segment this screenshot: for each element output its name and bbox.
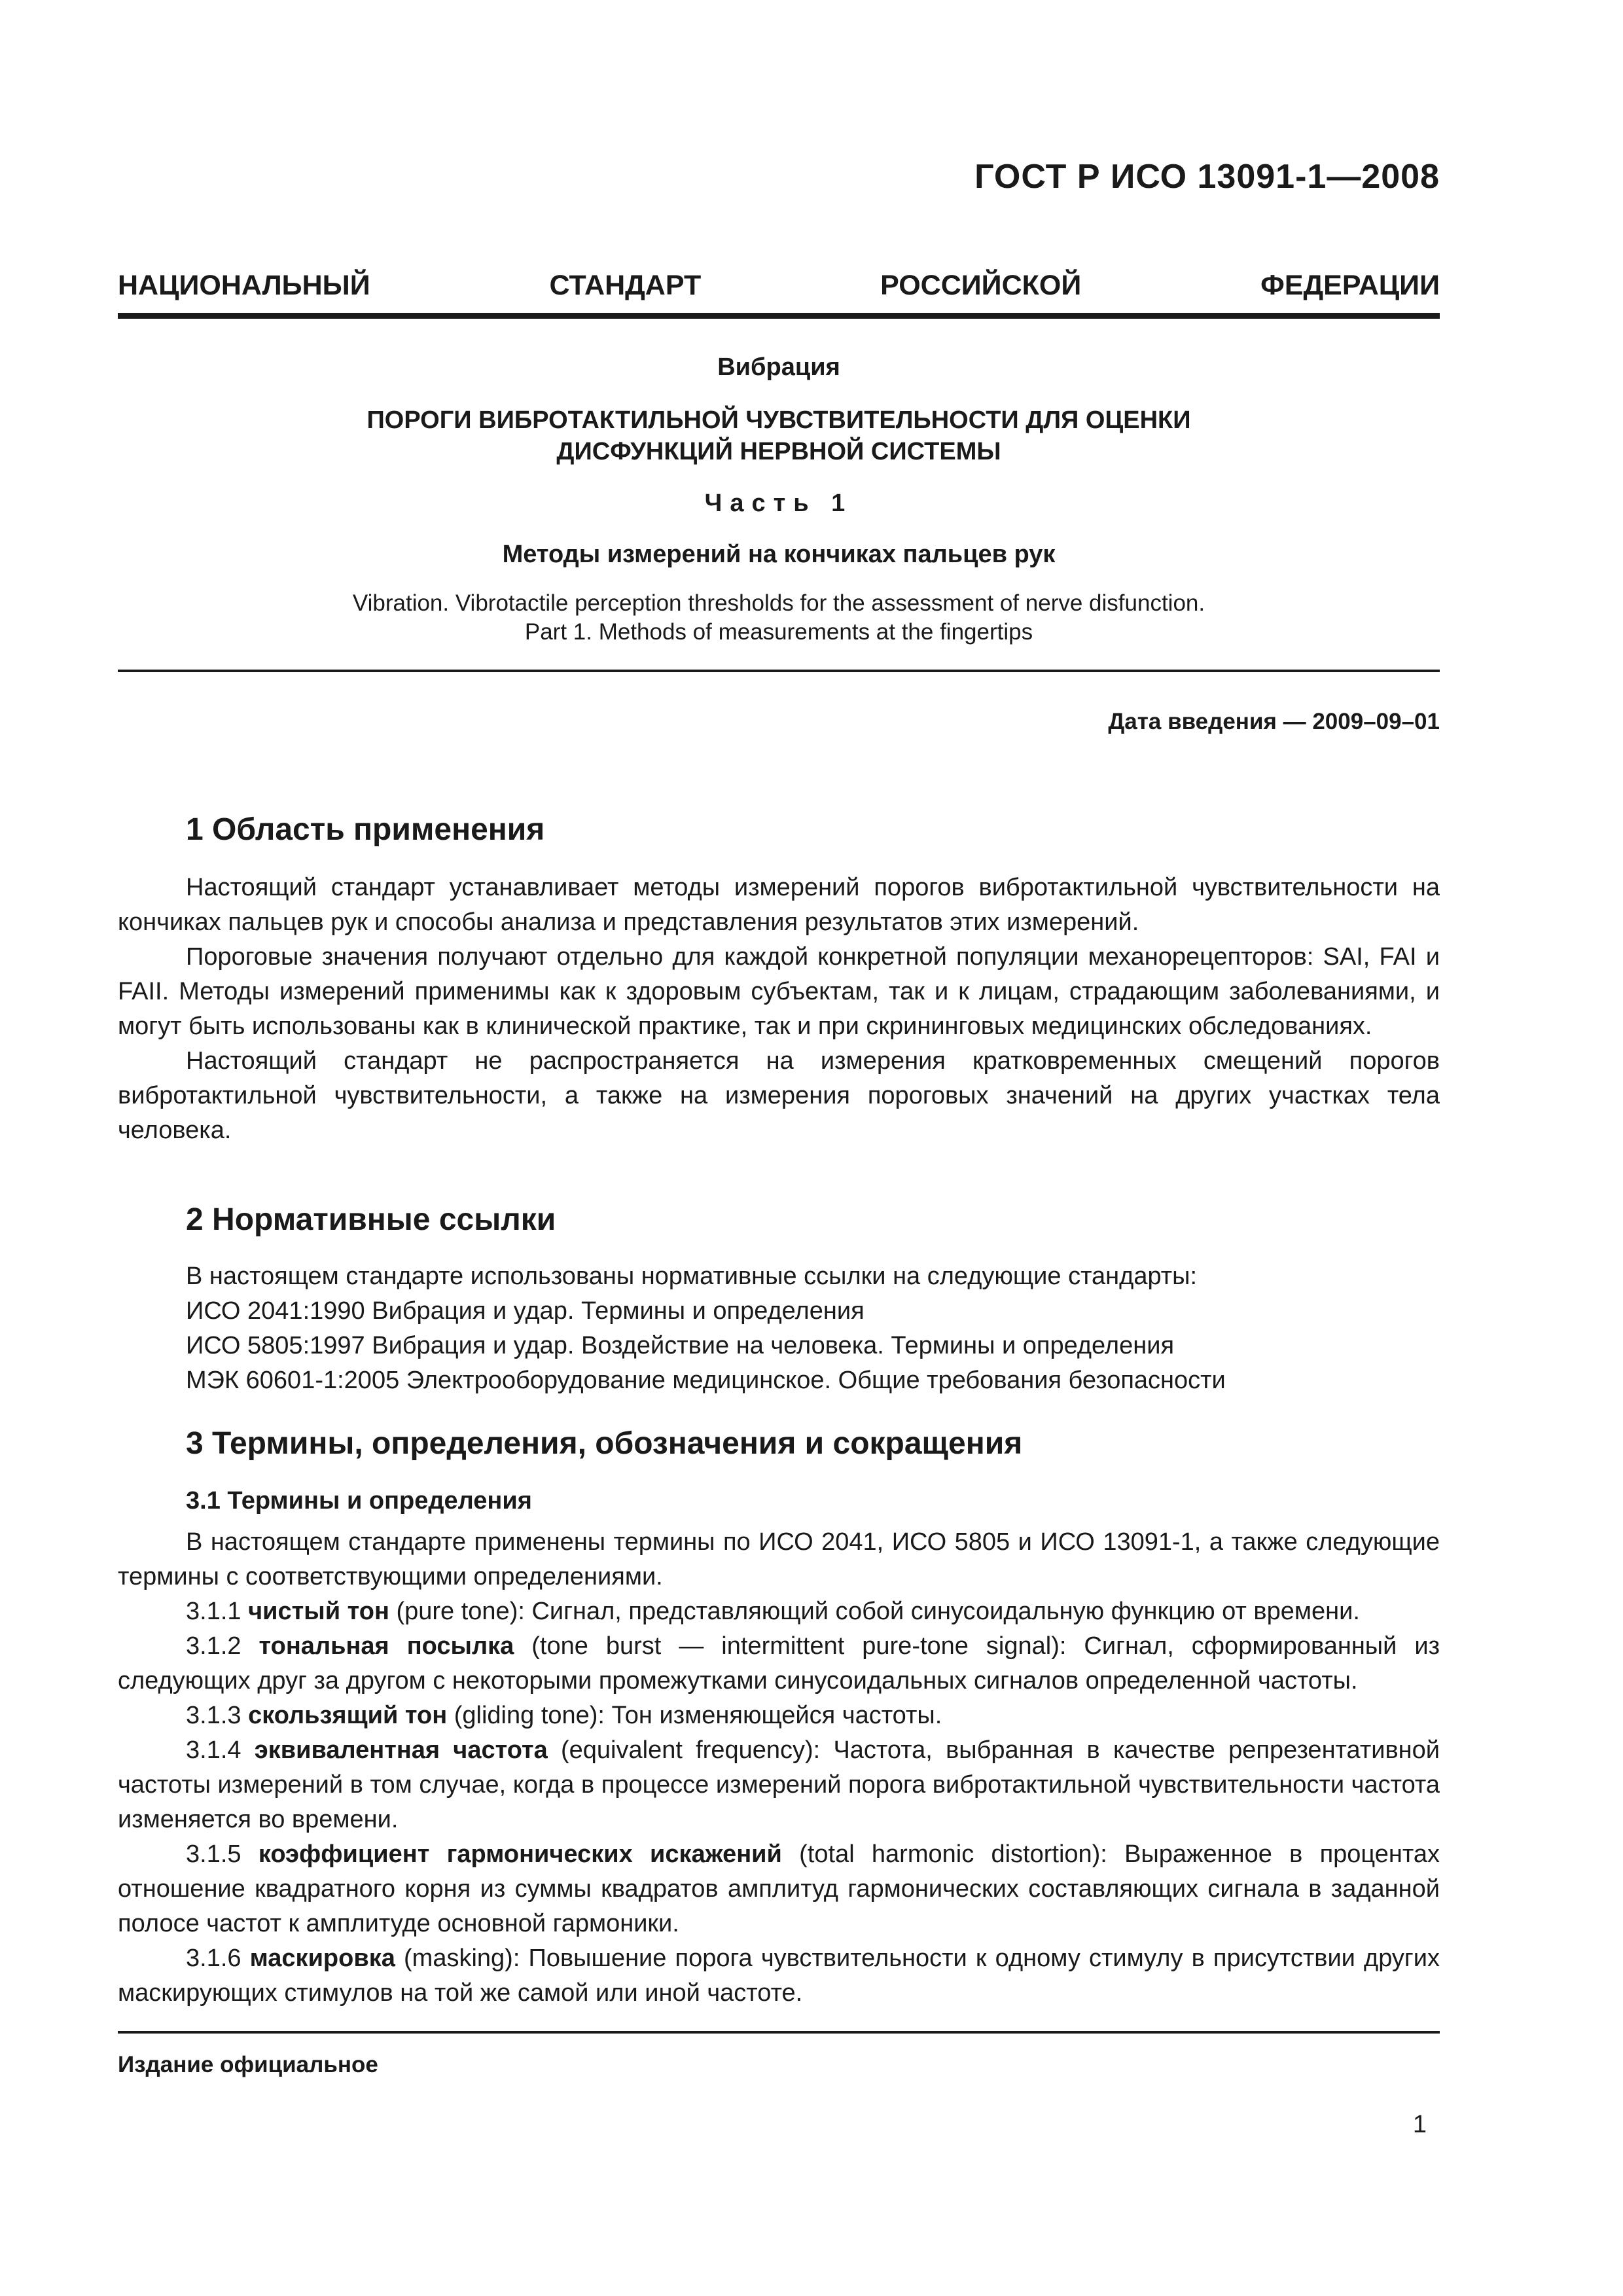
term-text: (gliding tone): Тон изменяющейся частоты. (447, 1702, 942, 1729)
term-definition (118, 1733, 1440, 1837)
reference-item: ИСО 2041:1990 Вибрация и удар. Термины и определения (186, 1297, 865, 1325)
section1-body (118, 870, 1440, 1148)
term-number: 3.1.4 (186, 1736, 241, 1764)
section3-body (118, 1525, 1440, 2011)
term-text: (total harmonic distortion): Выраженное в процентах отношение квадратного корня из суммы квадратов амплитуд гармонических составляющих сигнала в заданной полосе частот к амплитуде основной гармоники. (118, 1840, 1440, 1937)
paragraph: Настоящий стандарт не распространяется на измерения кратковременных смещений порогов вибротактильной чувствительности, а также на измерения пороговых значений на других участках тела человека. (118, 1047, 1440, 1144)
title-part: Часть 1 (704, 490, 853, 517)
section1-heading: 1 Область применения (186, 812, 545, 847)
term-name: скользящий тон (248, 1702, 448, 1729)
title-main-line1: ПОРОГИ ВИБРОТАКТИЛЬНОЙ ЧУВСТВИТЕЛЬНОСТИ ДЛЯ ОЦЕНКИ (366, 406, 1191, 434)
paragraph: Настоящий стандарт устанавливает методы измерений порогов вибротактильной чувствительности на кончиках пальцев рук и способы анализа и представления результатов этих измерений. (118, 874, 1440, 936)
banner-word: СТАНДАРТ (549, 270, 702, 301)
paragraph: Пороговые значения получают отдельно для каждой конкретной популяции механорецепторов: SAI, FAI и FAII. Методы измерений применимы как к здоровым субъектам, так и к лицам, страдающим заболеваниями, и могут быть использованы как в клинической практике, так и при скрининговых медицинских обследованиях. (118, 943, 1440, 1040)
title-english-line2: Part 1. Methods of measurements at the fingertips (524, 619, 1033, 645)
national-standard-banner (118, 270, 1440, 302)
term-name: эквивалентная частота (254, 1736, 548, 1764)
header-rule (118, 313, 1440, 319)
term-name: тональная посылка (259, 1632, 514, 1660)
term-text: (tone burst — intermittent pure-tone signal): Сигнал, сформированный из следующих друг за другом с некоторыми промежутками синусоидальных сигналов определенной частоты. (118, 1632, 1440, 1695)
section2-body (118, 1259, 1440, 1398)
section3-heading: 3 Термины, определения, обозначения и сокращения (186, 1426, 1023, 1461)
term-name: коэффициент гармонических искажений (258, 1840, 782, 1868)
paragraph: В настоящем стандарте использованы нормативные ссылки на следующие стандарты: (186, 1263, 1198, 1290)
title-main-line2: ДИСФУНКЦИЙ НЕРВНОЙ СИСТЕМЫ (556, 438, 1001, 465)
title-subtitle: Методы измерений на кончиках пальцев рук (502, 541, 1056, 568)
term-definition (118, 1594, 1440, 1629)
term-text: (pure tone): Сигнал, представляющий собой синусоидальную функцию от времени. (389, 1598, 1360, 1625)
banner-word: НАЦИОНАЛЬНЫЙ (118, 270, 370, 301)
standard-code: ГОСТ Р ИСО 13091-1—2008 (974, 158, 1440, 196)
section2-heading: 2 Нормативные ссылки (186, 1202, 556, 1237)
term-text: (masking): Повышение порога чувствительности к одному стимулу в присутствии других маскирующих стимулов на той же самой или иной частоте. (118, 1945, 1440, 2007)
title-english-line1: Vibration. Vibrotactile perception thresholds for the assessment of nerve disfunction. (352, 590, 1205, 616)
title-subject: Вибрация (717, 353, 840, 381)
section3-subheading: 3.1 Термины и определения (186, 1487, 532, 1515)
title-english (118, 589, 1440, 647)
title-main (118, 404, 1440, 467)
term-name: чистый тон (248, 1598, 389, 1625)
term-number: 3.1.3 (186, 1702, 241, 1729)
footer-rule (118, 2031, 1440, 2034)
term-definition (118, 1698, 1440, 1733)
term-definition (118, 1941, 1440, 2011)
term-number: 3.1.5 (186, 1840, 241, 1868)
page-number: 1 (1412, 2111, 1427, 2138)
banner-word: ФЕДЕРАЦИИ (1260, 270, 1440, 301)
title-rule (118, 670, 1440, 672)
term-number: 3.1.2 (186, 1632, 241, 1660)
term-definition (118, 1837, 1440, 1941)
banner-word: РОССИЙСКОЙ (880, 270, 1082, 301)
term-number: 3.1.1 (186, 1598, 241, 1625)
introduction-date: Дата введения — 2009–09–01 (1108, 709, 1440, 734)
reference-item: ИСО 5805:1997 Вибрация и удар. Воздействие на человека. Термины и определения (186, 1332, 1175, 1359)
term-definition (118, 1629, 1440, 1698)
official-edition-label: Издание официальное (118, 2052, 378, 2077)
term-number: 3.1.6 (186, 1945, 241, 1972)
term-text: (equivalent frequency): Частота, выбранная в качестве репрезентативной частоты измерений в том случае, когда в процессе измерений порога вибротактильной чувствительности частота изменяется во времени. (118, 1736, 1440, 1833)
paragraph: В настоящем стандарте применены термины по ИСО 2041, ИСО 5805 и ИСО 13091-1, а также следующие термины с соответствующими определениями. (118, 1528, 1440, 1590)
reference-item: МЭК 60601-1:2005 Электрооборудование медицинское. Общие требования безопасности (186, 1367, 1226, 1394)
term-name: маскировка (249, 1945, 395, 1972)
